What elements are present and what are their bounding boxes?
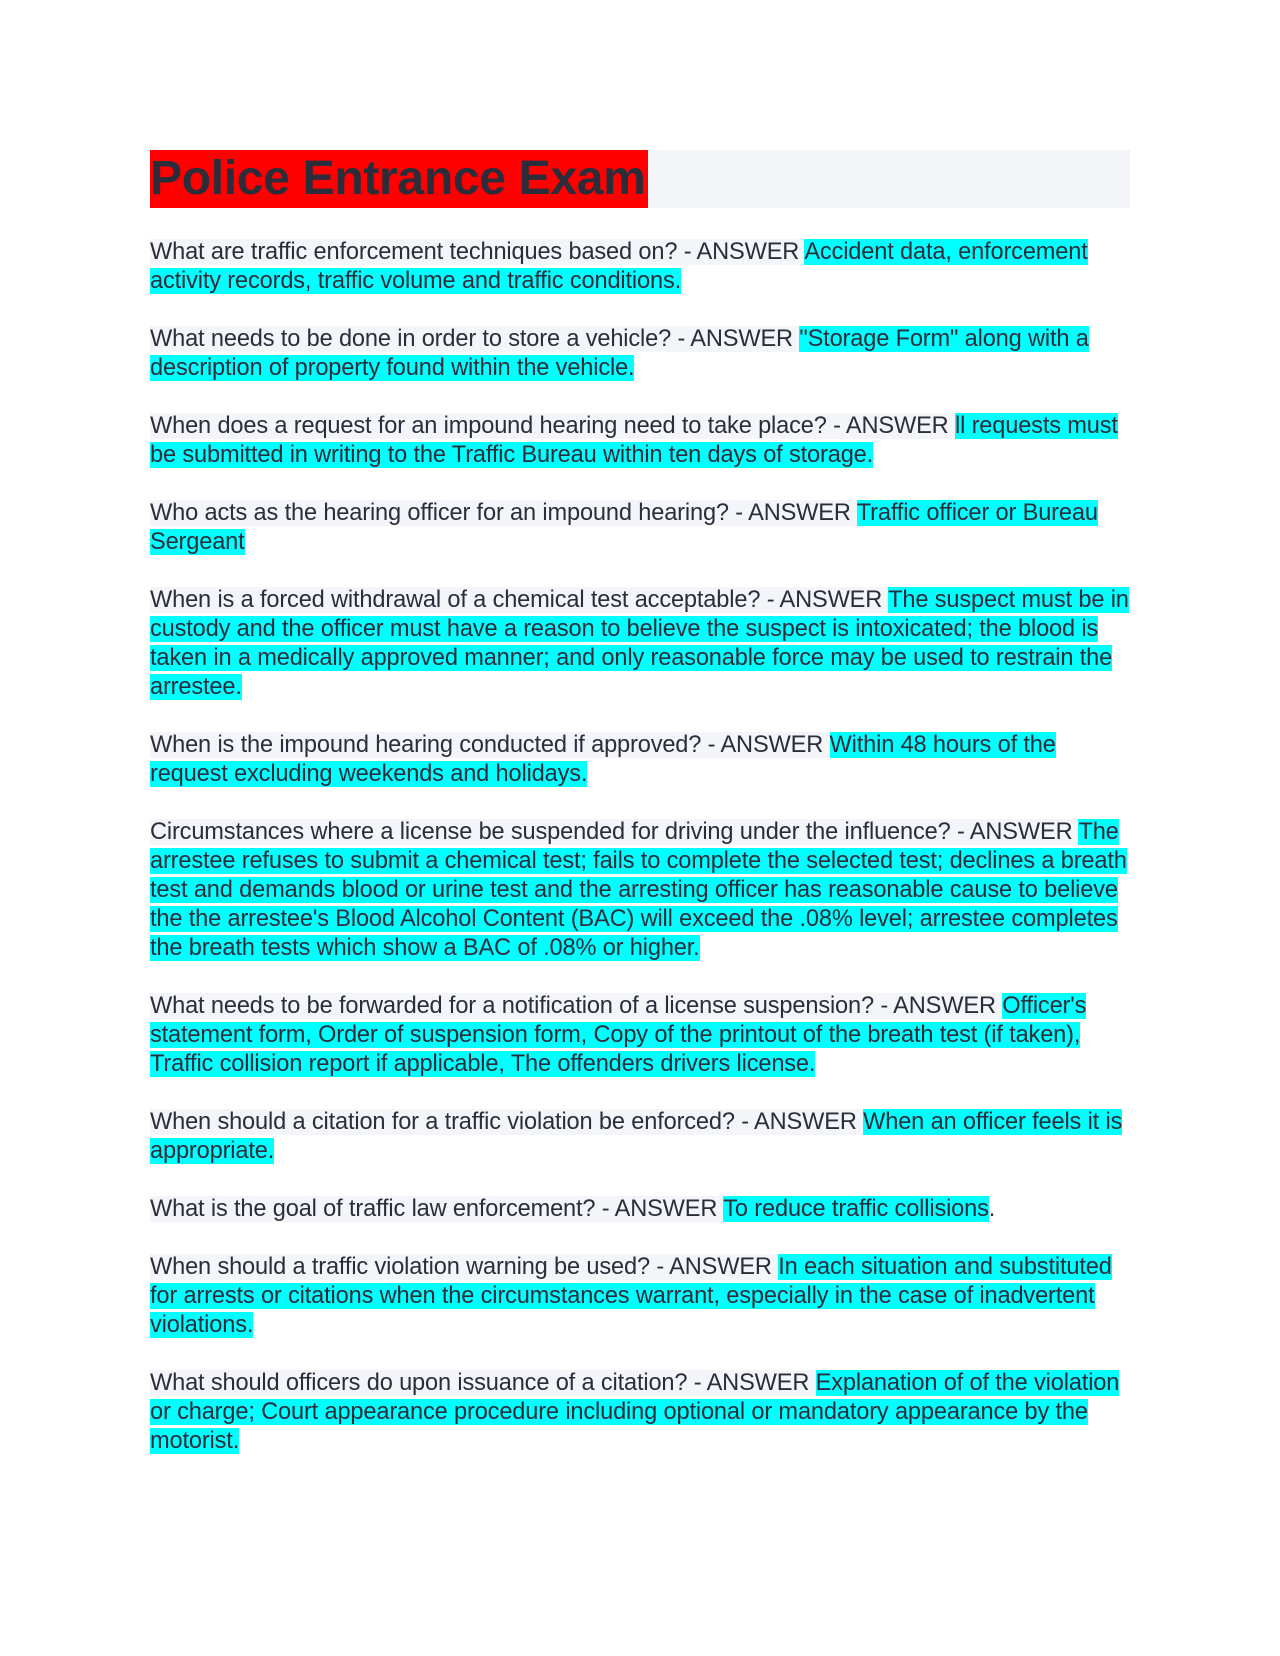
question-text: When is a forced withdrawal of a chemical test acceptable? - ANSWER [150, 587, 889, 613]
question-text: When should a citation for a traffic violation be enforced? - ANSWER [150, 1109, 864, 1135]
question-text: What should officers do upon issuance of a citation? - ANSWER [150, 1370, 816, 1396]
question-text: Who acts as the hearing officer for an impound hearing? - ANSWER [150, 500, 857, 526]
answer-text: Traffic officer or Bureau Sergeant [150, 500, 1098, 555]
qa-item [150, 325, 1130, 383]
document-title: Police Entrance Exam [150, 150, 648, 208]
answer-text: "Storage Form" along with a description of property found within the vehicle. [150, 326, 1089, 381]
qa-item [150, 1253, 1130, 1340]
qa-item [150, 238, 1130, 296]
answer-text: Officer's statement form, Order of suspension form, Copy of the printout of the breath test (if taken), Traffic collision report if applicable, The offenders drivers license. [150, 993, 1087, 1077]
answer-text: Accident data, enforcement activity records, traffic volume and traffic conditions. [150, 239, 1088, 294]
qa-item [150, 992, 1130, 1079]
question-text: When should a traffic violation warning be used? - ANSWER [150, 1254, 779, 1280]
qa-item [150, 412, 1130, 470]
title-bar [150, 150, 1130, 208]
question-text: What is the goal of traffic law enforcement? - ANSWER [150, 1196, 724, 1222]
question-text: Circumstances where a license be suspended for driving under the influence? - ANSWER [150, 819, 1079, 845]
question-text: What needs to be forwarded for a notification of a license suspension? - ANSWER [150, 993, 1003, 1019]
qa-item [150, 1195, 1130, 1224]
qa-item [150, 1108, 1130, 1166]
question-text: What are traffic enforcement techniques based on? - ANSWER [150, 239, 805, 265]
answer-text: The arrestee refuses to submit a chemical test; fails to complete the selected test; declines a breath test and demands blood or urine test and the arresting officer has reasonable cause to believe the the arrestee's Blood Alcohol Content (BAC) will exceed the .08% level; arrestee completes the breath tests which show a BAC of .08% or higher. [150, 819, 1127, 961]
qa-item [150, 818, 1130, 963]
answer-text: Within 48 hours of the request excluding weekends and holidays. [150, 732, 1056, 787]
question-text: What needs to be done in order to store a vehicle? - ANSWER [150, 326, 800, 352]
answer-text: When an officer feels it is appropriate. [150, 1109, 1123, 1164]
answer-text: To reduce traffic collisions [723, 1196, 989, 1222]
question-text: When does a request for an impound hearing need to take place? - ANSWER [150, 413, 955, 439]
qa-item [150, 1369, 1130, 1456]
question-text: When is the impound hearing conducted if approved? - ANSWER [150, 732, 830, 758]
answer-text: The suspect must be in custody and the officer must have a reason to believe the suspect is intoxicated; the blood is taken in a medically approved manner; and only reasonable force may be used to restrain the arrestee. [150, 587, 1129, 700]
qa-item [150, 731, 1130, 789]
answer-tail: . [988, 1196, 996, 1222]
document-page [150, 150, 1130, 1485]
qa-item [150, 499, 1130, 557]
answer-text: In each situation and substituted for arrests or citations when the circumstances warrant, especially in the case of inadvertent violations. [150, 1254, 1112, 1338]
answer-text: Explanation of of the violation or charge; Court appearance procedure including optional or mandatory appearance by the motorist. [150, 1370, 1120, 1454]
qa-list [150, 238, 1130, 1456]
answer-text: ll requests must be submitted in writing to the Traffic Bureau within ten days of storage. [150, 413, 1118, 468]
qa-item [150, 586, 1130, 702]
